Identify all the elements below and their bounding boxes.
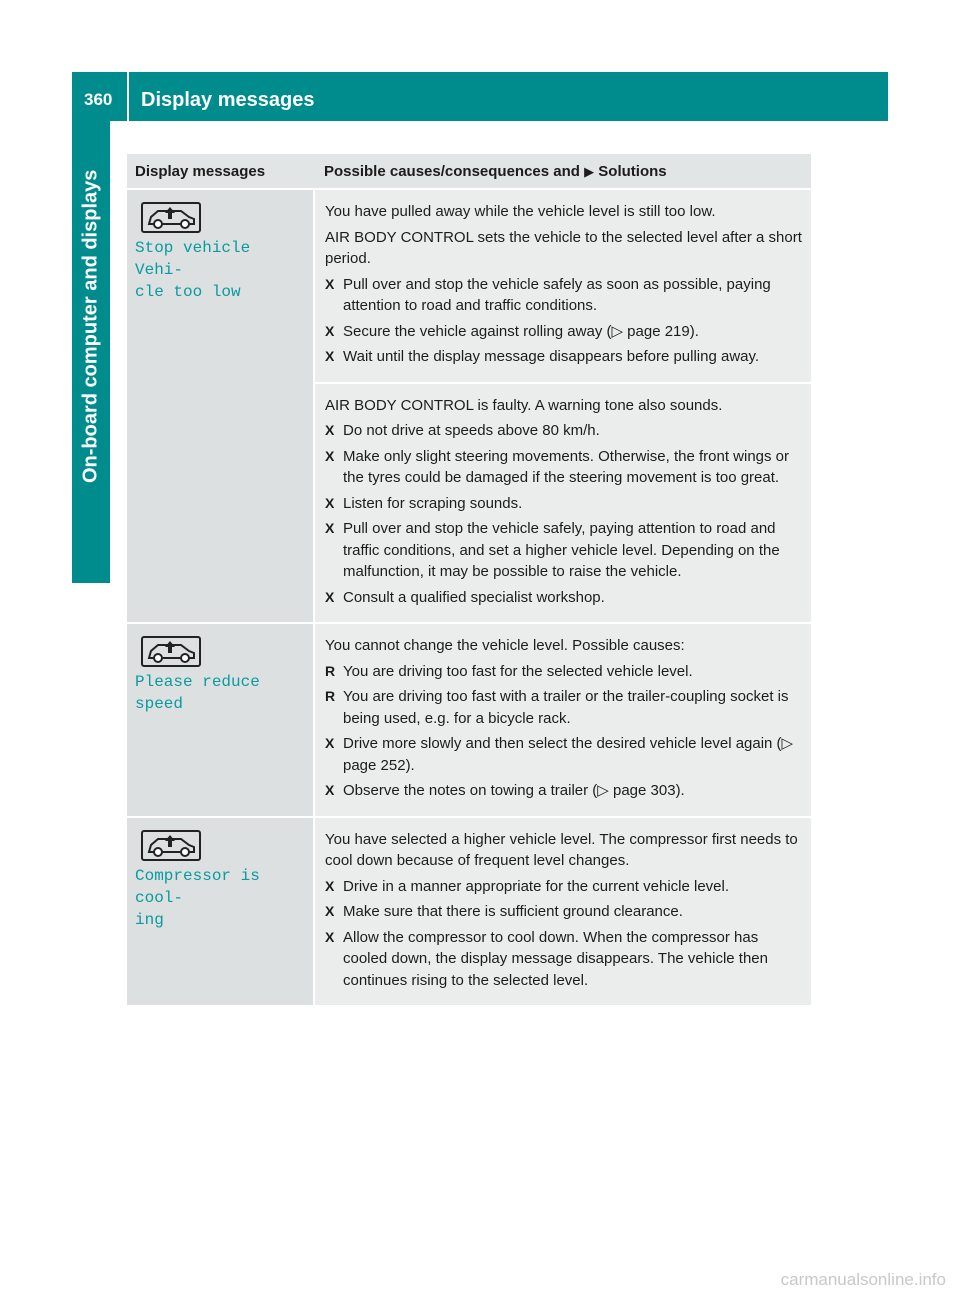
col-display-messages-header: Display messages xyxy=(127,154,314,189)
header-suffix: Solutions xyxy=(598,162,667,180)
vehicle-level-icon xyxy=(141,636,201,667)
bullet-marker-icon: R xyxy=(325,688,336,704)
action-step xyxy=(325,446,805,489)
step-text: Make only slight steering movements. Otherwise, the front wings or the tyres could be damaged if the steering movement is too great. xyxy=(343,447,790,486)
step-text: Make sure that there is sufficient ground clearance. xyxy=(343,903,683,920)
table-row xyxy=(127,623,811,817)
page-title: Display messages xyxy=(141,89,315,111)
action-marker-icon: X xyxy=(325,782,335,798)
action-marker-icon: X xyxy=(325,903,335,919)
action-marker-icon: X xyxy=(325,494,335,511)
table-header-row xyxy=(127,154,811,189)
cause-text: You have pulled away while the vehicle level is still too low. xyxy=(325,203,716,220)
action-marker-icon: X xyxy=(325,322,335,339)
action-marker-icon: X xyxy=(325,447,335,464)
causes-solutions-cell xyxy=(314,189,811,383)
step-text: Secure the vehicle against rolling away (▷ page 219). xyxy=(343,322,699,340)
cause-text: AIR BODY CONTROL is faulty. A warning tone also sounds. xyxy=(325,396,723,414)
solution-list xyxy=(325,661,805,802)
display-message-cell xyxy=(127,817,314,1007)
step-text: Allow the compressor to cool down. When the compressor has cooled down, the display message disappears. The vehicle then continues rising to the selected level. xyxy=(343,928,768,989)
action-step xyxy=(325,321,805,343)
step-text: Listen for scraping sounds. xyxy=(343,494,523,512)
cause-text: AIR BODY CONTROL sets the vehicle to the selected level after a short period. xyxy=(325,228,802,267)
step-text: Consult a qualified specialist workshop. xyxy=(343,588,605,606)
table-row xyxy=(127,817,811,1007)
vehicle-level-icon xyxy=(141,830,201,861)
action-marker-icon: X xyxy=(325,520,335,536)
action-step xyxy=(325,780,805,802)
page-number: 360 xyxy=(84,90,113,109)
play-icon: ▶ xyxy=(584,163,595,179)
cause-text: You have selected a higher vehicle level. The compressor first needs to cool down because of frequent level changes. xyxy=(325,830,798,869)
step-text: Drive in a manner appropriate for the current vehicle level. xyxy=(343,877,730,895)
display-message-text: Please reduce speed xyxy=(135,673,260,713)
cause-text: You cannot change the vehicle level. Possible causes: xyxy=(325,637,685,654)
solution-list xyxy=(325,274,805,368)
action-marker-icon: X xyxy=(325,928,335,945)
action-step xyxy=(325,493,805,515)
step-text: Pull over and stop the vehicle safely, paying attention to road and traffic conditions, and set a higher vehicle level. Depending on the malfunction, it may be possible to raise the vehicle. xyxy=(343,520,780,580)
solution-list xyxy=(325,876,805,992)
action-step xyxy=(325,587,805,609)
display-message-cell xyxy=(127,189,314,623)
action-step xyxy=(325,927,805,992)
cause-bullet xyxy=(325,686,805,729)
side-tab-label: On-board computer and displays xyxy=(79,169,102,483)
action-marker-icon: X xyxy=(325,348,335,364)
page-header xyxy=(72,72,888,121)
action-step xyxy=(325,518,805,583)
causes-solutions-cell xyxy=(314,623,811,817)
action-marker-icon: X xyxy=(325,735,335,751)
action-marker-icon: X xyxy=(325,588,335,605)
action-step xyxy=(325,274,805,317)
header-prefix: Possible causes/consequences and xyxy=(324,162,580,180)
causes-solutions-cell xyxy=(314,383,811,624)
bullet-marker-icon: R xyxy=(325,662,336,679)
header-divider xyxy=(127,72,129,121)
causes-solutions-cell xyxy=(314,817,811,1007)
action-marker-icon: X xyxy=(325,275,335,292)
step-text: Drive more slowly and then select the desired vehicle level again (▷ page 252). xyxy=(343,735,794,774)
vehicle-level-icon xyxy=(141,202,201,233)
action-step xyxy=(325,420,805,442)
display-message-text: Stop vehicle Vehi‐ cle too low xyxy=(135,239,251,301)
display-message-cell xyxy=(127,623,314,817)
step-text: Wait until the display message disappears before pulling away. xyxy=(343,348,760,365)
step-text: Do not drive at speeds above 80 km/h. xyxy=(343,422,600,439)
step-text: You are driving too fast with a trailer or the trailer-coupling socket is being used, e.g. for a bicycle rack. xyxy=(343,688,789,727)
messages-table xyxy=(127,154,811,1007)
display-message-text: Compressor is cool‐ ing xyxy=(135,866,260,929)
cause-bullet xyxy=(325,661,805,683)
step-text: Pull over and stop the vehicle safely as soon as possible, paying attention to road and traffic conditions. xyxy=(343,275,771,314)
action-marker-icon: X xyxy=(325,422,335,438)
col-causes-solutions-header xyxy=(314,154,811,189)
action-marker-icon: X xyxy=(325,877,335,894)
action-step xyxy=(325,346,805,368)
action-step xyxy=(325,876,805,898)
action-step xyxy=(325,733,805,776)
table-row xyxy=(127,189,811,383)
watermark: carmanualsonline.info xyxy=(780,1270,946,1289)
step-text: You are driving too fast for the selected vehicle level. xyxy=(343,662,693,680)
action-step xyxy=(325,901,805,923)
solution-list xyxy=(325,420,805,608)
step-text: Observe the notes on towing a trailer (▷ page 303). xyxy=(343,782,685,799)
